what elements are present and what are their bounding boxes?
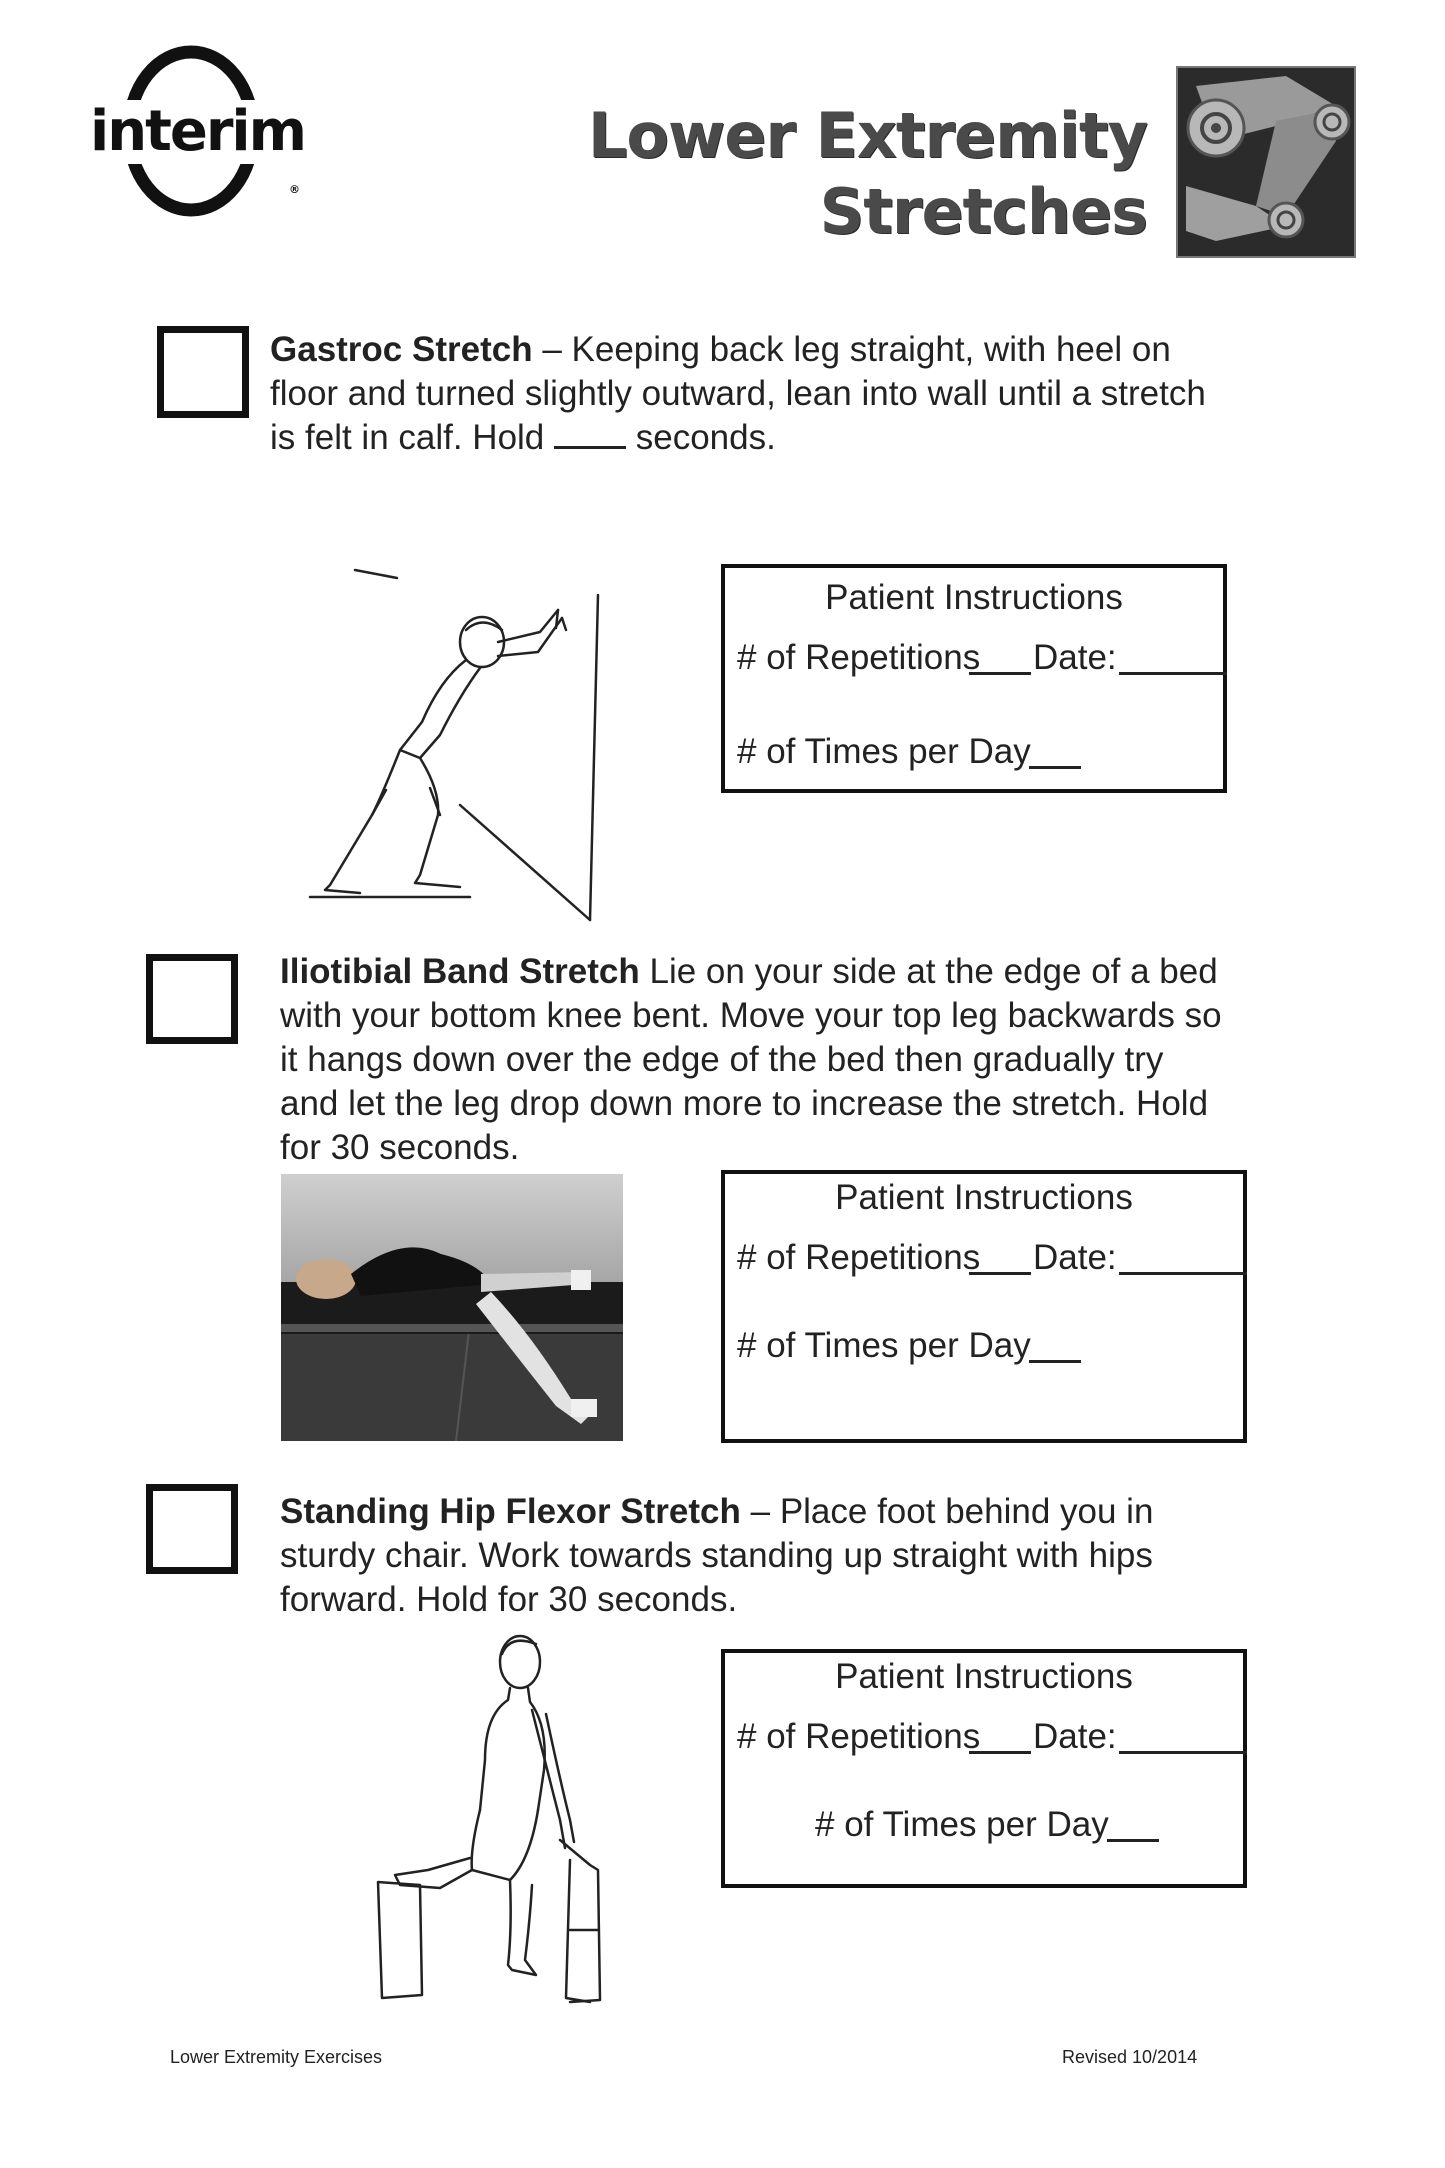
- exercise-1-text: Keeping back leg straight, with heel on floor and turned slightly outward, lean into wall until a stretch is felt in calf. Hold: [270, 330, 1206, 457]
- times-per-day-blank[interactable]: [1029, 766, 1081, 769]
- exercise-2-checkbox[interactable]: [146, 954, 238, 1044]
- date-label: Date:: [1033, 1238, 1117, 1277]
- footer-right: Revised 10/2014: [1062, 2047, 1198, 2067]
- side-lying-it-band-photo: [281, 1174, 623, 1441]
- exercise-3-description: Standing Hip Flexor Stretch – Place foot behind you in sturdy chair. Work towards standing up straight with hips forward. Hold for 30 seconds.: [280, 1492, 1154, 1619]
- times-per-day-label: # of Times per Day: [737, 1326, 1031, 1365]
- exercise-1-instructions: [721, 564, 1227, 793]
- exercise-3-text: Place foot behind you in sturdy chair. Work towards standing up straight with hips forward. Hold for 30 seconds.: [280, 1492, 1154, 1619]
- exercise-3-checkbox[interactable]: [146, 1484, 238, 1574]
- logo-wordmark: interim ®: [90, 100, 296, 164]
- page-title: [588, 98, 1147, 250]
- exercise-3-name: Standing Hip Flexor Stretch: [280, 1492, 741, 1531]
- repetitions-label: # of Repetitions: [737, 1238, 981, 1277]
- exercise-1-name: Gastroc Stretch: [270, 330, 533, 369]
- exercise-1-description: Gastroc Stretch – Keeping back leg straight, with heel on floor and turned slightly outward, lean into wall until a stretch is felt in calf. Hold seconds.: [270, 330, 1206, 457]
- exercise-2-instructions: [721, 1170, 1247, 1443]
- times-per-day-blank[interactable]: [1107, 1839, 1159, 1842]
- standing-hip-flexor-figure: [360, 1630, 610, 2010]
- date-label: Date:: [1033, 638, 1117, 677]
- times-per-day-blank[interactable]: [1029, 1360, 1081, 1363]
- exercise-2-text: Lie on your side at the edge of a bed with your bottom knee bent. Move your top leg backwards so it hangs down over the edge of the bed then gradually try and let the leg drop down more to increase the stretch. Hold for 30 seconds.: [280, 952, 1222, 1167]
- date-blank[interactable]: [1119, 1751, 1247, 1754]
- footer-left: Lower Extremity Exercises: [170, 2047, 383, 2067]
- exercise-3-instructions: [721, 1649, 1247, 1888]
- date-blank[interactable]: [1119, 672, 1227, 675]
- instructions-title: Patient Instructions: [835, 1657, 1133, 1696]
- instructions-title: Patient Instructions: [835, 1178, 1133, 1217]
- joint-gears-icon: [1176, 66, 1356, 258]
- title-line-1: Lower Extremity: [587, 99, 1147, 172]
- exercise-2-description: [280, 950, 1230, 1170]
- date-label: Date:: [1033, 1717, 1117, 1756]
- exercise-2-name: Iliotibial Band Stretch: [280, 952, 640, 991]
- repetitions-blank[interactable]: [969, 1272, 1031, 1275]
- interim-logo: [88, 44, 305, 219]
- exercise-1-checkbox[interactable]: [157, 326, 249, 418]
- repetitions-blank[interactable]: [969, 1751, 1031, 1754]
- date-blank[interactable]: [1119, 1272, 1247, 1275]
- repetitions-blank[interactable]: [969, 672, 1031, 675]
- times-per-day-label: # of Times per Day: [737, 732, 1031, 771]
- registered-mark: ®: [289, 183, 298, 196]
- times-per-day-label: # of Times per Day: [815, 1805, 1109, 1844]
- title-line-2: Stretches: [819, 175, 1147, 248]
- repetitions-label: # of Repetitions: [737, 638, 981, 677]
- repetitions-label: # of Repetitions: [737, 1717, 981, 1756]
- wall-calf-stretch-figure: [300, 560, 620, 930]
- instructions-title: Patient Instructions: [825, 578, 1123, 617]
- hold-seconds-blank[interactable]: [554, 416, 626, 449]
